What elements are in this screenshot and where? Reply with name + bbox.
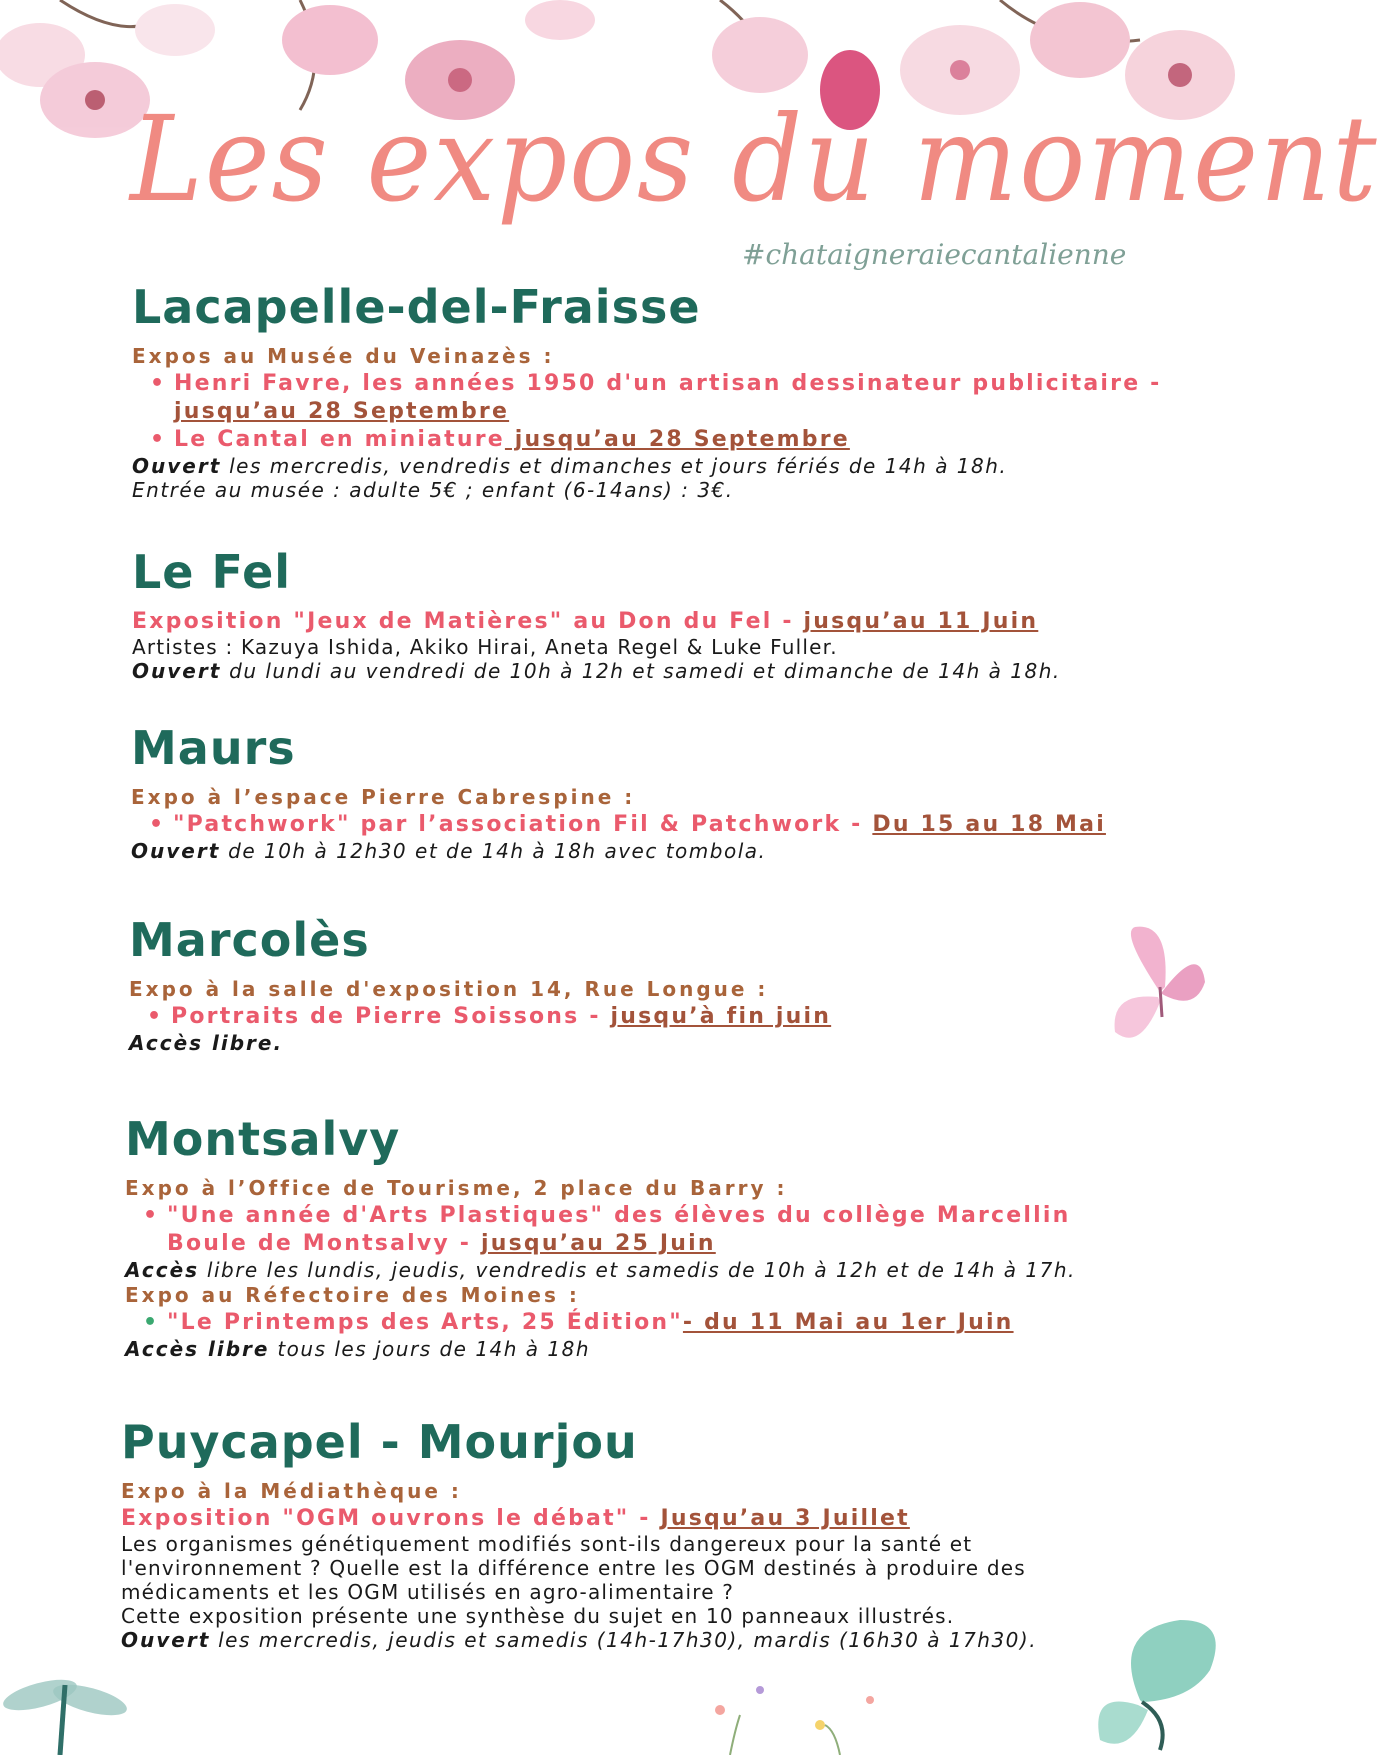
- exhibition-title: Exposition "Jeux de Matières" au Don du Fel - jusqu’au 11 Juin: [132, 609, 1039, 635]
- exhibition-list: [132, 370, 1212, 454]
- exhibition-list: [125, 1202, 1143, 1258]
- section-le-fel: [132, 545, 1212, 684]
- exhibition-list: [131, 811, 1211, 839]
- opening-hours: Ouvert de 10h à 12h30 et de 14h à 18h avec tombola.: [131, 839, 767, 864]
- exhibition-date: - du 11 Mai au 1er Juin: [682, 1310, 1014, 1336]
- town-heading: Le Fel: [132, 545, 292, 599]
- admission-price: Entrée au musée : adulte 5€ ; enfant (6-14ans) : 3€.: [132, 478, 734, 503]
- hashtag: #chataigneraiecantalienne: [742, 238, 1127, 271]
- town-heading: Maurs: [131, 721, 296, 775]
- opening-hours: Ouvert les mercredis, vendredis et dimanches et jours fériés de 14h à 18h.: [132, 454, 1008, 479]
- description-2: Cette exposition présente une synthèse du sujet en 10 panneaux illustrés.: [121, 1604, 955, 1629]
- list-item: • "Une année d'Arts Plastiques" des élèves du collège Marcellin Boule de Montsalvy - jusqu’au 25 Juin: [143, 1202, 1143, 1258]
- list-item: • Portraits de Pierre Soissons - jusqu’à fin juin: [147, 1003, 1129, 1031]
- exhibition-date: Du 15 au 18 Mai: [872, 812, 1106, 838]
- town-heading: Lacapelle-del-Fraisse: [132, 280, 701, 334]
- venue-label: Expo à l’espace Pierre Cabrespine :: [131, 785, 636, 810]
- butterfly-icon: [1100, 922, 1210, 1052]
- list-item: • "Patchwork" par l’association Fil & Patchwork - Du 15 au 18 Mai: [149, 811, 1211, 839]
- exhibition-date: jusqu’à fin juin: [610, 1004, 832, 1030]
- venue-label-2: Expo au Réfectoire des Moines :: [125, 1283, 580, 1308]
- exhibition-list: [129, 1003, 1129, 1031]
- list-item: • "Le Printemps des Arts, 25 Édition"- du 11 Mai au 1er Juin: [143, 1309, 1225, 1337]
- section-lacapelle: [132, 280, 1212, 503]
- venue-label: Expos au Musée du Veinazès :: [132, 344, 555, 369]
- exhibition-date: jusqu’au 11 Juin: [803, 609, 1039, 635]
- access-info: Accès libre les lundis, jeudis, vendredis et samedis de 10h à 12h et de 14h à 17h.: [125, 1258, 1076, 1283]
- venue-label: Expo à la salle d'exposition 14, Rue Longue :: [129, 977, 769, 1002]
- description: Les organismes génétiquement modifiés sont-ils dangereux pour la santé et l'environnement ? Quelle est la différence entre les OGM destinés à produire des médicaments et les OGM utilisés en agro-alimentaire ?: [121, 1532, 1026, 1605]
- wildflowers-decoration: [700, 1670, 900, 1755]
- exhibition-date: jusqu’au 28 Septembre: [504, 427, 850, 453]
- venue-label: Expo à l’Office de Tourisme, 2 place du Barry :: [125, 1176, 788, 1201]
- list-item: • Henri Favre, les années 1950 d'un artisan dessinateur publicitaire - jusqu’au 28 Septembre: [150, 370, 1212, 426]
- opening-hours: Ouvert les mercredis, jeudis et samedis (14h-17h30), mardis (16h30 à 17h30).: [121, 1628, 1038, 1653]
- artists-list: Artistes : Kazuya Ishida, Akiko Hirai, Aneta Regel & Luke Fuller.: [132, 635, 838, 660]
- section-maurs: [131, 721, 1211, 864]
- section-montsalvy: [125, 1112, 1225, 1362]
- butterfly-icon-teal: [1070, 1610, 1240, 1755]
- opening-hours: Ouvert du lundi au vendredi de 10h à 12h et samedi et dimanche de 14h à 18h.: [132, 659, 1061, 684]
- town-heading: Puycapel - Mourjou: [121, 1415, 638, 1469]
- venue-label: Expo à la Médiathèque :: [121, 1479, 462, 1504]
- access-info-2: Accès libre tous les jours de 14h à 18h: [125, 1337, 591, 1362]
- section-puycapel: [121, 1415, 1121, 1653]
- dragonfly-icon: [0, 1655, 130, 1755]
- exhibition-title: Exposition "OGM ouvrons le débat" - Jusqu’au 3 Juillet: [121, 1506, 910, 1532]
- exhibition-list-2: [125, 1309, 1225, 1337]
- list-item: • Le Cantal en miniature jusqu’au 28 Septembre: [150, 426, 1212, 454]
- section-marcoles: [129, 913, 1129, 1056]
- exhibition-date: jusqu’au 25 Juin: [481, 1231, 716, 1257]
- exhibition-date: jusqu’au 28 Septembre: [174, 399, 510, 425]
- town-heading: Marcolès: [129, 913, 370, 967]
- access-info: Accès libre.: [129, 1031, 284, 1056]
- town-heading: Montsalvy: [125, 1112, 401, 1166]
- exhibition-date: Jusqu’au 3 Juillet: [660, 1506, 910, 1532]
- page-title: Les expos du moment: [130, 90, 1378, 228]
